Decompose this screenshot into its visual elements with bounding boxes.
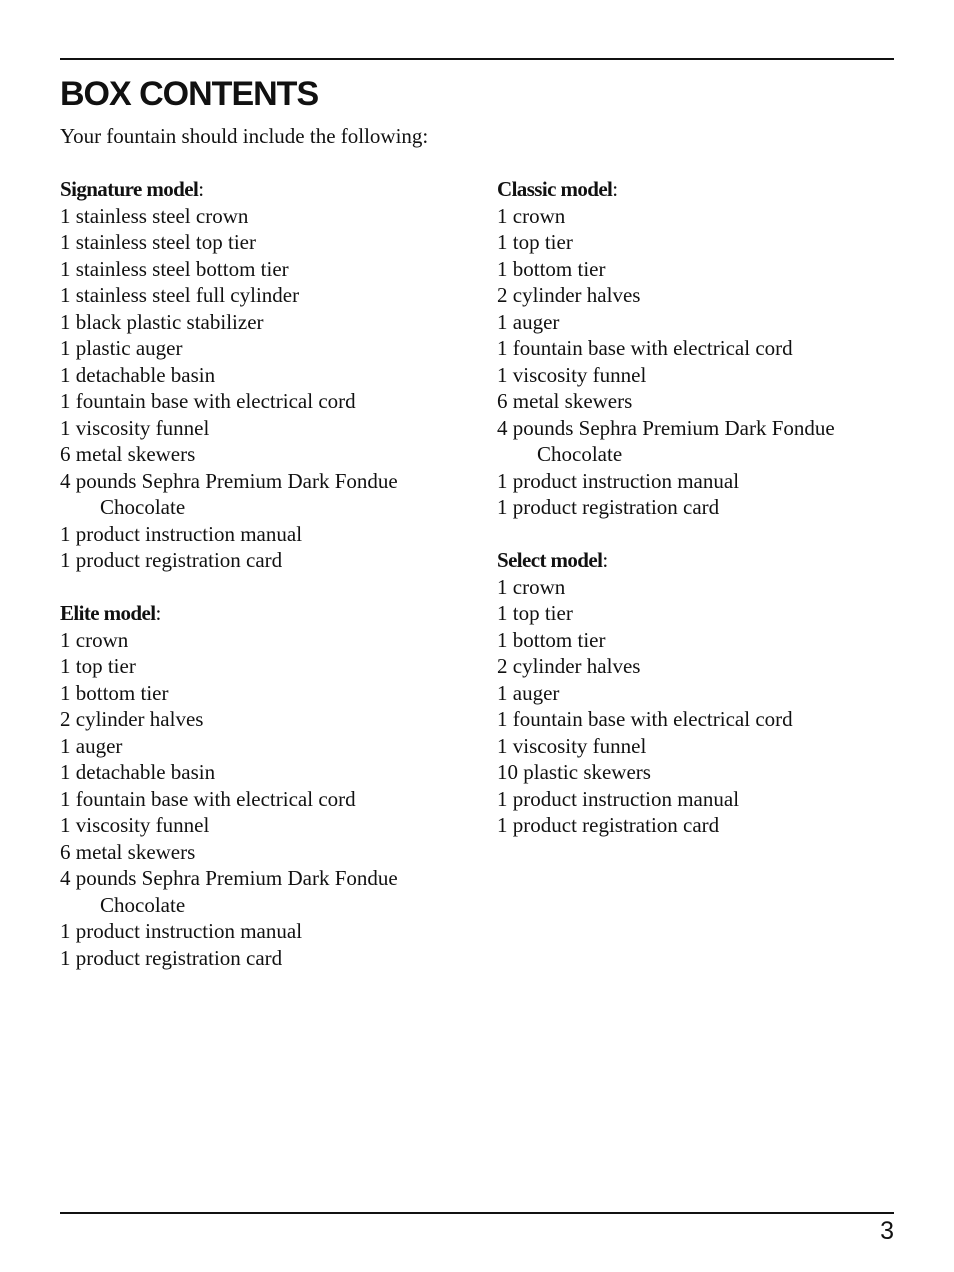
list-item: 1 top tier: [497, 230, 573, 254]
list-item: 1 fountain base with electrical cord: [60, 786, 356, 811]
list-item: 10 plastic skewers: [497, 760, 651, 784]
list-item: 1 crown: [497, 203, 566, 228]
list-item: 1 plastic auger: [60, 336, 183, 360]
page-number: 3: [880, 1217, 894, 1245]
list-item: 1 fountain base with electrical cord: [60, 389, 356, 413]
elite-model-name: Elite model: [60, 601, 156, 625]
list-item: 1 fountain base with electrical cord: [497, 707, 793, 731]
signature-model-heading: [60, 176, 480, 203]
list-item: 1 auger: [60, 733, 123, 758]
list-item: 1 stainless steel bottom tier: [60, 256, 289, 281]
classic-model-name: Classic model: [497, 177, 613, 201]
list-item: 1 crown: [60, 627, 129, 652]
list-item: 1 product registration card: [60, 945, 283, 970]
list-item: 1 stainless steel full cylinder: [60, 283, 300, 307]
list-item: 1 bottom tier: [60, 680, 169, 705]
heading-colon: :: [602, 548, 608, 572]
list-item: 2 cylinder halves: [60, 707, 204, 731]
classic-model-section: [497, 176, 917, 521]
list-item: 1 auger: [497, 309, 560, 334]
select-model-section: [497, 547, 917, 839]
list-item: 1 viscosity funnel: [60, 415, 210, 440]
classic-model-list: [497, 203, 917, 521]
list-item: 1 product instruction manual: [60, 919, 303, 943]
list-item: 6 metal skewers: [60, 839, 196, 864]
left-column: [60, 176, 480, 998]
elite-model-heading: [60, 600, 480, 627]
list-item: 4 pounds Sephra Premium Dark Fondue Chocolate: [60, 468, 398, 519]
list-item: 1 top tier: [497, 601, 573, 625]
list-item: 1 crown: [497, 574, 566, 599]
list-item: 1 product registration card: [497, 495, 720, 519]
list-item: 1 product instruction manual: [60, 521, 303, 546]
list-item: 1 detachable basin: [60, 760, 216, 784]
top-rule: [60, 58, 894, 60]
list-item: 1 fountain base with electrical cord: [497, 336, 793, 360]
list-item: 2 cylinder halves: [497, 654, 641, 678]
list-item: 6 metal skewers: [497, 389, 633, 413]
select-model-heading: [497, 547, 917, 574]
select-model-name: Select model: [497, 548, 603, 572]
page-title: BOX CONTENTS: [60, 75, 319, 113]
classic-model-heading: [497, 176, 917, 203]
list-item: 1 viscosity funnel: [497, 733, 647, 758]
list-item: 1 top tier: [60, 654, 136, 678]
list-item: 1 bottom tier: [497, 627, 606, 652]
intro-text: Your fountain should include the following:: [60, 124, 429, 148]
list-item: 1 product registration card: [497, 813, 720, 837]
list-item: 1 product registration card: [60, 548, 283, 572]
list-item: 1 auger: [497, 680, 560, 705]
signature-model-name: Signature model: [60, 177, 199, 201]
list-item: 6 metal skewers: [60, 442, 196, 466]
list-item: 2 cylinder halves: [497, 283, 641, 307]
list-item: 1 bottom tier: [497, 256, 606, 281]
heading-colon: :: [198, 177, 204, 201]
list-item: 1 product instruction manual: [497, 786, 740, 811]
elite-model-section: [60, 600, 480, 971]
select-model-list: [497, 574, 917, 839]
list-item: 1 viscosity funnel: [60, 813, 210, 837]
list-item: 1 stainless steel top tier: [60, 230, 256, 254]
list-item: 1 detachable basin: [60, 362, 216, 387]
list-item: 4 pounds Sephra Premium Dark Fondue Chocolate: [60, 866, 398, 917]
list-item: 1 product instruction manual: [497, 468, 740, 493]
list-item: 1 viscosity funnel: [497, 362, 647, 387]
heading-colon: :: [155, 601, 161, 625]
signature-model-section: [60, 176, 480, 574]
list-item: 4 pounds Sephra Premium Dark Fondue Chocolate: [497, 415, 835, 466]
signature-model-list: [60, 203, 480, 574]
heading-colon: :: [612, 177, 618, 201]
elite-model-list: [60, 627, 480, 972]
list-item: 1 black plastic stabilizer: [60, 309, 264, 334]
list-item: 1 stainless steel crown: [60, 203, 249, 228]
right-column: [497, 176, 917, 865]
bottom-rule: [60, 1212, 894, 1214]
